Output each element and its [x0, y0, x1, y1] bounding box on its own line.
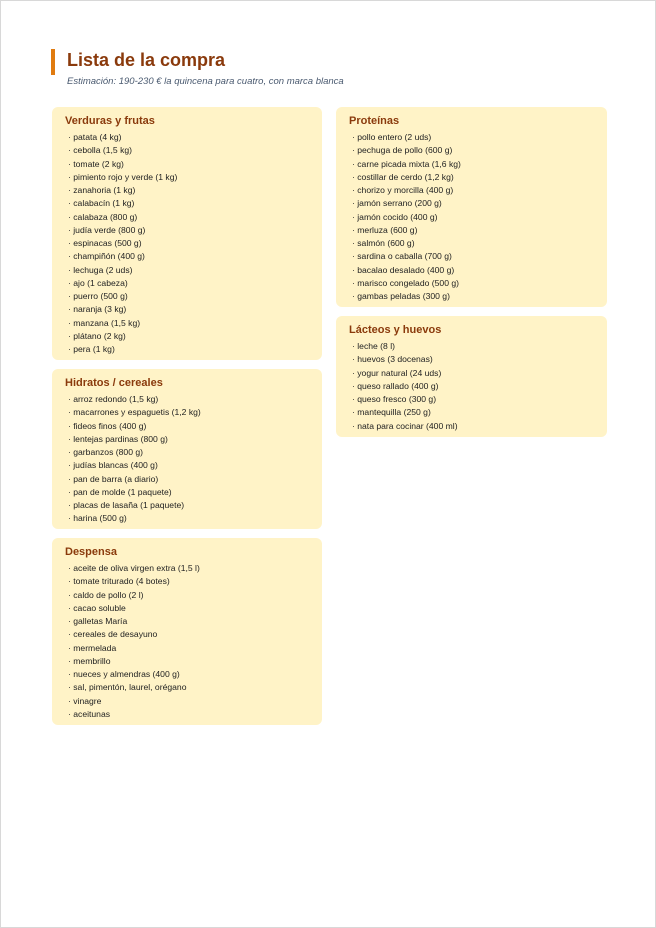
list-item: · placas de lasaña (1 paquete)	[68, 499, 309, 512]
list-item: · caldo de pollo (2 l)	[68, 589, 309, 602]
card-title: Lácteos y huevos	[349, 324, 442, 336]
list-item: · plátano (2 kg)	[68, 330, 309, 343]
list-item: · manzana (1,5 kg)	[68, 317, 309, 330]
list-item: · cacao soluble	[68, 602, 309, 615]
list-item: · pechuga de pollo (600 g)	[352, 144, 594, 157]
list-item: · mermelada	[68, 642, 309, 655]
card-verduras-frutas	[52, 107, 322, 360]
item-list	[65, 131, 309, 356]
list-item: · pan de barra (a diario)	[68, 473, 309, 486]
list-item: · huevos (3 docenas)	[352, 353, 594, 366]
list-item: · garbanzos (800 g)	[68, 446, 309, 459]
list-item: · harina (500 g)	[68, 512, 309, 525]
list-item: · aceite de oliva virgen extra (1,5 l)	[68, 562, 309, 575]
list-item: · nata para cocinar (400 ml)	[352, 420, 594, 433]
list-item: · lentejas pardinas (800 g)	[68, 433, 309, 446]
card-title: Proteínas	[349, 115, 400, 127]
card-title: Despensa	[65, 546, 117, 558]
list-item: · pera (1 kg)	[68, 343, 309, 356]
list-item: · espinacas (500 g)	[68, 237, 309, 250]
list-item: · pan de molde (1 paquete)	[68, 486, 309, 499]
list-item: · marisco congelado (500 g)	[352, 277, 594, 290]
list-item: · sardina o caballa (700 g)	[352, 250, 594, 263]
list-item: · chorizo y morcilla (400 g)	[352, 184, 594, 197]
list-item: · salmón (600 g)	[352, 237, 594, 250]
list-item: · naranja (3 kg)	[68, 303, 309, 316]
list-item: · champiñón (400 g)	[68, 250, 309, 263]
list-item: · queso rallado (400 g)	[352, 380, 594, 393]
list-item: · mantequilla (250 g)	[352, 406, 594, 419]
list-item: · tomate (2 kg)	[68, 158, 309, 171]
list-item: · pollo entero (2 uds)	[352, 131, 594, 144]
list-item: · queso fresco (300 g)	[352, 393, 594, 406]
list-item: · judías blancas (400 g)	[68, 459, 309, 472]
page-title: Lista de la compra	[67, 50, 226, 70]
list-item: · aceitunas	[68, 708, 309, 721]
list-item: · costillar de cerdo (1,2 kg)	[352, 171, 594, 184]
item-list	[65, 393, 309, 526]
list-item: · pimiento rojo y verde (1 kg)	[68, 171, 309, 184]
card-despensa	[52, 538, 322, 725]
list-item: · judía verde (800 g)	[68, 224, 309, 237]
list-item: · carne picada mixta (1,6 kg)	[352, 158, 594, 171]
list-item: · jamón serrano (200 g)	[352, 197, 594, 210]
list-item: · tomate triturado (4 botes)	[68, 575, 309, 588]
list-item: · yogur natural (24 uds)	[352, 367, 594, 380]
list-item: · cebolla (1,5 kg)	[68, 144, 309, 157]
list-item: · galletas María	[68, 615, 309, 628]
list-item: · arroz redondo (1,5 kg)	[68, 393, 309, 406]
card-lacteos-huevos	[336, 316, 607, 437]
list-item: · fideos finos (400 g)	[68, 420, 309, 433]
list-item: · vinagre	[68, 695, 309, 708]
list-item: · zanahoria (1 kg)	[68, 184, 309, 197]
card-hidratos-cereales	[52, 369, 322, 529]
item-list	[349, 131, 594, 303]
page-subtitle: Estimación: 190-230 € la quincena para cuatro, con marca blanca	[67, 76, 344, 87]
list-item: · bacalao desalado (400 g)	[352, 264, 594, 277]
list-item: · leche (8 l)	[352, 340, 594, 353]
list-item: · calabacín (1 kg)	[68, 197, 309, 210]
list-item: · merluza (600 g)	[352, 224, 594, 237]
list-item: · jamón cocido (400 g)	[352, 211, 594, 224]
list-item: · ajo (1 cabeza)	[68, 277, 309, 290]
list-item: · cereales de desayuno	[68, 628, 309, 641]
item-list	[349, 340, 594, 433]
list-item: · patata (4 kg)	[68, 131, 309, 144]
card-title: Hidratos / cereales	[65, 377, 163, 389]
card-proteinas	[336, 107, 607, 307]
list-item: · sal, pimentón, laurel, orégano	[68, 681, 309, 694]
list-item: · calabaza (800 g)	[68, 211, 309, 224]
list-item: · membrillo	[68, 655, 309, 668]
title-block	[51, 49, 225, 75]
list-item: · nueces y almendras (400 g)	[68, 668, 309, 681]
card-title: Verduras y frutas	[65, 115, 155, 127]
item-list	[65, 562, 309, 721]
list-item: · puerro (500 g)	[68, 290, 309, 303]
list-item: · gambas peladas (300 g)	[352, 290, 594, 303]
list-item: · macarrones y espaguetis (1,2 kg)	[68, 406, 309, 419]
list-item: · lechuga (2 uds)	[68, 264, 309, 277]
